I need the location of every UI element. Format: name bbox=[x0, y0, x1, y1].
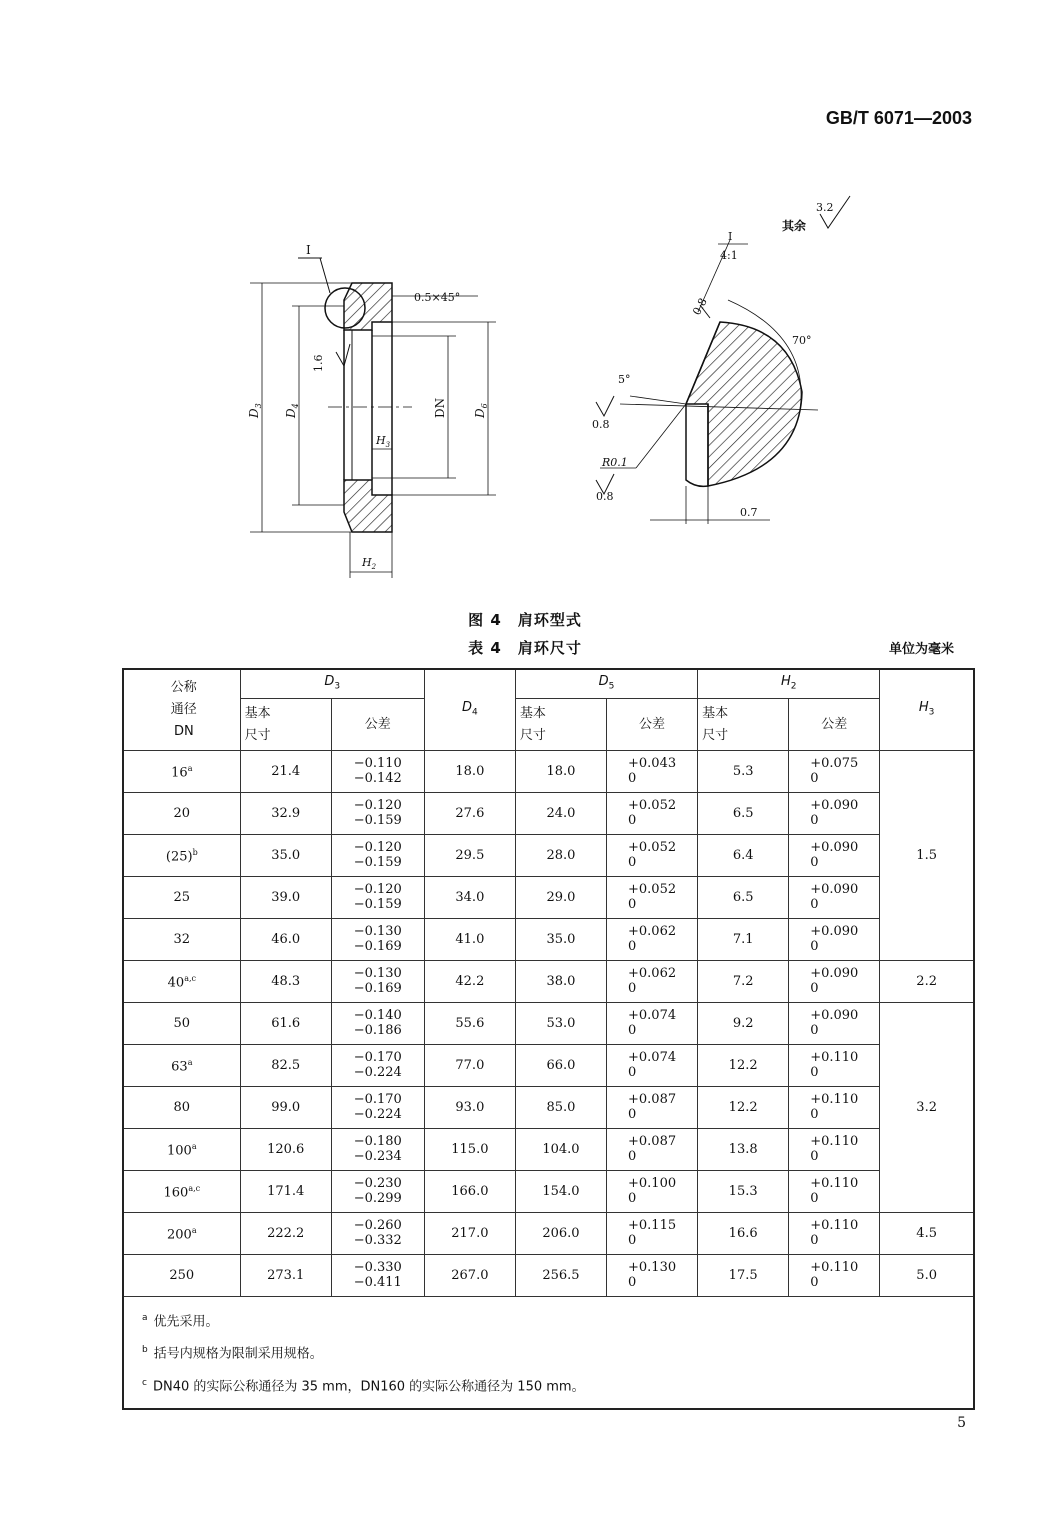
tolerance-value: +0.062 bbox=[628, 966, 677, 981]
d5-tolerance-cell bbox=[607, 751, 698, 793]
header-d3: $D_3$ bbox=[240, 669, 424, 699]
dim-d4-label: $D_4$ bbox=[284, 403, 300, 418]
tolerance-value: 0 bbox=[810, 1149, 819, 1164]
table-row bbox=[123, 1171, 974, 1213]
tolerance-value: +0.090 bbox=[810, 798, 859, 813]
h2-basic-cell: 13.8 bbox=[698, 1129, 789, 1171]
h2-tolerance-cell bbox=[789, 1087, 880, 1129]
table-notes bbox=[123, 1297, 974, 1409]
h2-tolerance-cell bbox=[789, 793, 880, 835]
radius-label: R0.1 bbox=[602, 456, 628, 469]
d3-basic-cell: 48.3 bbox=[240, 961, 331, 1003]
h2-tolerance-cell bbox=[789, 877, 880, 919]
tolerance-value: −0.120 bbox=[353, 840, 402, 855]
dn-value: 16 bbox=[171, 765, 188, 781]
tolerance-value: +0.090 bbox=[810, 882, 859, 897]
tolerance-value: 0 bbox=[628, 1149, 637, 1164]
tolerance-value: 0 bbox=[628, 855, 637, 870]
d5-tolerance-cell bbox=[607, 1045, 698, 1087]
d5-basic-cell: 38.0 bbox=[515, 961, 606, 1003]
d4-cell: 34.0 bbox=[424, 877, 515, 919]
h2-basic-cell: 6.4 bbox=[698, 835, 789, 877]
header-h2-basic: 基本 尺寸 bbox=[698, 699, 789, 751]
d3-tolerance-cell bbox=[331, 1213, 424, 1255]
tolerance-value: +0.062 bbox=[628, 924, 677, 939]
table-row bbox=[123, 1045, 974, 1087]
footnote-text: 括号内规格为限制采用规格。 bbox=[153, 1346, 323, 1362]
d3-basic-cell: 82.5 bbox=[240, 1045, 331, 1087]
dn-cell bbox=[123, 1003, 240, 1045]
header-d3-basic: 基本 尺寸 bbox=[240, 699, 331, 751]
tolerance-value: 0 bbox=[810, 855, 819, 870]
tolerance-value: −0.299 bbox=[353, 1191, 402, 1206]
tolerance-value: 0 bbox=[628, 981, 637, 996]
h2-basic-cell: 6.5 bbox=[698, 793, 789, 835]
table-row bbox=[123, 1003, 974, 1045]
d5-basic-cell: 53.0 bbox=[515, 1003, 606, 1045]
tolerance-value: 0 bbox=[810, 1107, 819, 1122]
dn-value: 200 bbox=[167, 1227, 192, 1243]
d3-tolerance-cell bbox=[331, 919, 424, 961]
dim-h3-label: $H_3$ bbox=[376, 434, 391, 449]
d5-tolerance-cell bbox=[607, 1087, 698, 1129]
tolerance-value: −0.159 bbox=[353, 813, 402, 828]
d4-cell: 41.0 bbox=[424, 919, 515, 961]
d3-basic-cell: 32.9 bbox=[240, 793, 331, 835]
tolerance-value: −0.260 bbox=[353, 1218, 402, 1233]
d5-basic-cell: 18.0 bbox=[515, 751, 606, 793]
tolerance-value: +0.052 bbox=[628, 882, 677, 897]
right-detail-view bbox=[596, 196, 850, 524]
d5-basic-cell: 24.0 bbox=[515, 793, 606, 835]
tolerance-value: 0 bbox=[628, 1023, 637, 1038]
dim-dn-label: DN bbox=[433, 397, 447, 418]
header-d4: $D_4$ bbox=[424, 669, 515, 751]
d4-cell: 93.0 bbox=[424, 1087, 515, 1129]
d3-tolerance-cell bbox=[331, 1045, 424, 1087]
tolerance-value: 0 bbox=[628, 1191, 637, 1206]
h2-tolerance-cell bbox=[789, 1255, 880, 1297]
tolerance-value: 0 bbox=[628, 771, 637, 786]
unit-label: 单位为毫米 bbox=[888, 642, 954, 657]
d3-basic-cell: 39.0 bbox=[240, 877, 331, 919]
d5-tolerance-cell bbox=[607, 1213, 698, 1255]
d3-tolerance-cell bbox=[331, 1255, 424, 1297]
page-number: 5 bbox=[957, 1415, 966, 1431]
footnote bbox=[142, 1304, 955, 1336]
dn-value: (25) bbox=[165, 849, 193, 865]
d5-basic-cell: 28.0 bbox=[515, 835, 606, 877]
dn-cell bbox=[123, 1129, 240, 1171]
dim-d3-label: $D_3$ bbox=[247, 403, 263, 418]
dn-value: 32 bbox=[173, 931, 191, 947]
table-notes-row bbox=[123, 1297, 974, 1409]
tolerance-value: −0.120 bbox=[353, 882, 402, 897]
chamfer-label: 0.5×45° bbox=[414, 291, 461, 304]
dn-cell bbox=[123, 1045, 240, 1087]
h2-tolerance-cell bbox=[789, 1129, 880, 1171]
d5-tolerance-cell bbox=[607, 793, 698, 835]
tolerance-value: 0 bbox=[810, 897, 819, 912]
tolerance-value: +0.110 bbox=[810, 1218, 859, 1233]
d5-tolerance-cell bbox=[607, 1171, 698, 1213]
tolerance-value: −0.169 bbox=[353, 939, 402, 954]
dn-cell bbox=[123, 1255, 240, 1297]
dn-cell bbox=[123, 793, 240, 835]
footnote-mark: a bbox=[187, 764, 193, 774]
tolerance-value: +0.090 bbox=[810, 966, 859, 981]
d4-cell: 77.0 bbox=[424, 1045, 515, 1087]
tolerance-value: +0.115 bbox=[628, 1218, 677, 1233]
d5-tolerance-cell bbox=[607, 877, 698, 919]
tolerance-value: −0.411 bbox=[353, 1275, 402, 1290]
tolerance-value: −0.186 bbox=[353, 1023, 402, 1038]
table-row bbox=[123, 1213, 974, 1255]
table-row bbox=[123, 793, 974, 835]
footnote-mark: a bbox=[191, 1226, 197, 1236]
footnote-mark: a,c bbox=[184, 974, 196, 984]
d3-basic-cell: 222.2 bbox=[240, 1213, 331, 1255]
footnote bbox=[142, 1369, 955, 1401]
footnote-mark: a bbox=[191, 1142, 197, 1152]
tolerance-value: 0 bbox=[810, 1191, 819, 1206]
footnote bbox=[142, 1336, 955, 1368]
table-row bbox=[123, 1087, 974, 1129]
header-h2-tol: 公差 bbox=[789, 699, 880, 751]
detail-label-right: I bbox=[728, 230, 733, 243]
tolerance-value: −0.230 bbox=[353, 1176, 402, 1191]
h2-tolerance-cell bbox=[789, 751, 880, 793]
tolerance-value: 0 bbox=[628, 813, 637, 828]
tolerance-value: +0.074 bbox=[628, 1008, 677, 1023]
footnote-mark: b bbox=[192, 848, 198, 858]
figure-caption: 图 4 肩环型式 bbox=[468, 611, 582, 629]
header-d5: $D_5$ bbox=[515, 669, 697, 699]
dn-value: 25 bbox=[173, 889, 191, 905]
d5-tolerance-cell bbox=[607, 835, 698, 877]
tolerance-value: −0.330 bbox=[353, 1260, 402, 1275]
d5-basic-cell: 85.0 bbox=[515, 1087, 606, 1129]
dn-cell bbox=[123, 961, 240, 1003]
d3-tolerance-cell bbox=[331, 961, 424, 1003]
header-h3: $H_3$ bbox=[880, 669, 974, 751]
d5-basic-cell: 154.0 bbox=[515, 1171, 606, 1213]
d3-tolerance-cell bbox=[331, 835, 424, 877]
dn-cell bbox=[123, 1171, 240, 1213]
tolerance-value: +0.110 bbox=[810, 1092, 859, 1107]
d3-basic-cell: 171.4 bbox=[240, 1171, 331, 1213]
tolerance-value: −0.140 bbox=[353, 1008, 402, 1023]
table-body bbox=[123, 751, 974, 1297]
d5-tolerance-cell bbox=[607, 961, 698, 1003]
d4-cell: 55.6 bbox=[424, 1003, 515, 1045]
roughness-08-left: 0.8 bbox=[592, 418, 610, 431]
shoulder-ring-dimension-table bbox=[122, 668, 975, 1410]
tolerance-value: −0.332 bbox=[353, 1233, 402, 1248]
tolerance-value: −0.110 bbox=[353, 756, 402, 771]
tolerance-value: +0.090 bbox=[810, 840, 859, 855]
dn-cell bbox=[123, 1087, 240, 1129]
tolerance-value: +0.110 bbox=[810, 1260, 859, 1275]
dim-d6-label: $D_6$ bbox=[473, 403, 489, 418]
h3-cell: 3.2 bbox=[880, 1003, 974, 1213]
d5-basic-cell: 104.0 bbox=[515, 1129, 606, 1171]
table-row bbox=[123, 961, 974, 1003]
tolerance-value: 0 bbox=[628, 1107, 637, 1122]
tolerance-value: −0.224 bbox=[353, 1065, 402, 1080]
table-row bbox=[123, 751, 974, 793]
d4-cell: 27.6 bbox=[424, 793, 515, 835]
header-d5-tol: 公差 bbox=[607, 699, 698, 751]
tolerance-value: +0.130 bbox=[628, 1260, 677, 1275]
h3-cell: 2.2 bbox=[880, 961, 974, 1003]
d3-tolerance-cell bbox=[331, 1003, 424, 1045]
roughness-08-top: 0.8 bbox=[690, 295, 710, 318]
tolerance-value: −0.169 bbox=[353, 981, 402, 996]
d3-tolerance-cell bbox=[331, 877, 424, 919]
tolerance-value: +0.052 bbox=[628, 798, 677, 813]
footnote-mark: a bbox=[142, 1313, 148, 1323]
d4-cell: 267.0 bbox=[424, 1255, 515, 1297]
header-d5-basic: 基本 尺寸 bbox=[515, 699, 606, 751]
dn-value: 63 bbox=[171, 1059, 188, 1075]
tolerance-value: −0.224 bbox=[353, 1107, 402, 1122]
h3-cell: 4.5 bbox=[880, 1213, 974, 1255]
h2-tolerance-cell bbox=[789, 919, 880, 961]
detail-label-left: I bbox=[306, 243, 311, 257]
dn-cell bbox=[123, 1213, 240, 1255]
h2-basic-cell: 12.2 bbox=[698, 1045, 789, 1087]
h3-cell: 5.0 bbox=[880, 1255, 974, 1297]
tolerance-value: 0 bbox=[810, 981, 819, 996]
h2-tolerance-cell bbox=[789, 961, 880, 1003]
table-caption: 表 4 肩环尺寸 bbox=[468, 639, 582, 657]
h2-basic-cell: 12.2 bbox=[698, 1087, 789, 1129]
tolerance-value: −0.170 bbox=[353, 1050, 402, 1065]
dn-cell bbox=[123, 919, 240, 961]
footnote-mark: a,c bbox=[188, 1184, 201, 1194]
d3-basic-cell: 99.0 bbox=[240, 1087, 331, 1129]
d5-basic-cell: 29.0 bbox=[515, 877, 606, 919]
detail-scale: 4:1 bbox=[720, 249, 738, 262]
tolerance-value: −0.120 bbox=[353, 798, 402, 813]
tolerance-value: −0.159 bbox=[353, 897, 402, 912]
width-07-label: 0.7 bbox=[740, 506, 758, 519]
tolerance-value: +0.052 bbox=[628, 840, 677, 855]
tolerance-value: 0 bbox=[810, 939, 819, 954]
d5-basic-cell: 256.5 bbox=[515, 1255, 606, 1297]
dn-cell bbox=[123, 877, 240, 919]
d5-basic-cell: 206.0 bbox=[515, 1213, 606, 1255]
h3-cell: 1.5 bbox=[880, 751, 974, 961]
tolerance-value: +0.090 bbox=[810, 924, 859, 939]
footnote-mark: a bbox=[187, 1058, 193, 1068]
d4-cell: 166.0 bbox=[424, 1171, 515, 1213]
tolerance-value: 0 bbox=[810, 1023, 819, 1038]
d3-basic-cell: 273.1 bbox=[240, 1255, 331, 1297]
tolerance-value: −0.142 bbox=[353, 771, 402, 786]
tolerance-value: −0.170 bbox=[353, 1092, 402, 1107]
h2-tolerance-cell bbox=[789, 1213, 880, 1255]
header-h2: $H_2$ bbox=[698, 669, 880, 699]
roughness-08-bottom: 0.8 bbox=[596, 490, 614, 503]
rest-roughness-label: 其余 bbox=[782, 219, 807, 233]
dn-value: 100 bbox=[167, 1143, 192, 1159]
d3-tolerance-cell bbox=[331, 793, 424, 835]
d3-tolerance-cell bbox=[331, 1087, 424, 1129]
footnote-text: 优先采用。 bbox=[153, 1314, 219, 1330]
h2-tolerance-cell bbox=[789, 835, 880, 877]
tolerance-value: 0 bbox=[628, 1275, 637, 1290]
tolerance-value: 0 bbox=[810, 771, 819, 786]
tolerance-value: +0.110 bbox=[810, 1134, 859, 1149]
dn-value: 20 bbox=[173, 805, 191, 821]
h2-basic-cell: 9.2 bbox=[698, 1003, 789, 1045]
footnote-mark: b bbox=[142, 1345, 148, 1356]
header-d3-tol: 公差 bbox=[331, 699, 424, 751]
d5-basic-cell: 35.0 bbox=[515, 919, 606, 961]
dn-value: 250 bbox=[169, 1267, 195, 1283]
d3-basic-cell: 120.6 bbox=[240, 1129, 331, 1171]
d3-tolerance-cell bbox=[331, 1171, 424, 1213]
table-row bbox=[123, 1255, 974, 1297]
d5-tolerance-cell bbox=[607, 1129, 698, 1171]
figure-4-drawing bbox=[0, 0, 1050, 600]
tolerance-value: +0.090 bbox=[810, 1008, 859, 1023]
dn-value: 80 bbox=[173, 1099, 191, 1115]
tolerance-value: 0 bbox=[810, 1233, 819, 1248]
tolerance-value: +0.043 bbox=[628, 756, 677, 771]
dn-value: 40 bbox=[167, 975, 185, 991]
tolerance-value: +0.087 bbox=[628, 1134, 677, 1149]
tolerance-value: +0.087 bbox=[628, 1092, 677, 1107]
tolerance-value: −0.159 bbox=[353, 855, 402, 870]
roughness-label-left: 1.6 bbox=[312, 354, 325, 372]
tolerance-value: −0.234 bbox=[353, 1149, 402, 1164]
tolerance-value: +0.074 bbox=[628, 1050, 677, 1065]
tolerance-value: −0.130 bbox=[353, 924, 402, 939]
d3-tolerance-cell bbox=[331, 751, 424, 793]
h2-tolerance-cell bbox=[789, 1171, 880, 1213]
dn-value: 160 bbox=[163, 1185, 189, 1201]
d5-tolerance-cell bbox=[607, 919, 698, 961]
d4-cell: 217.0 bbox=[424, 1213, 515, 1255]
d5-tolerance-cell bbox=[607, 1003, 698, 1045]
d3-basic-cell: 61.6 bbox=[240, 1003, 331, 1045]
tolerance-value: 0 bbox=[628, 939, 637, 954]
tolerance-value: 0 bbox=[810, 813, 819, 828]
angle-5-label: 5° bbox=[618, 373, 631, 386]
h2-basic-cell: 6.5 bbox=[698, 877, 789, 919]
rest-roughness-value: 3.2 bbox=[816, 201, 834, 214]
tolerance-value: +0.110 bbox=[810, 1050, 859, 1065]
d4-cell: 115.0 bbox=[424, 1129, 515, 1171]
d4-cell: 29.5 bbox=[424, 835, 515, 877]
tolerance-value: +0.075 bbox=[810, 756, 859, 771]
dn-cell bbox=[123, 835, 240, 877]
d5-tolerance-cell bbox=[607, 1255, 698, 1297]
tolerance-value: 0 bbox=[810, 1065, 819, 1080]
h2-tolerance-cell bbox=[789, 1045, 880, 1087]
tolerance-value: 0 bbox=[628, 1233, 637, 1248]
d4-cell: 42.2 bbox=[424, 961, 515, 1003]
tolerance-value: 0 bbox=[628, 1065, 637, 1080]
tolerance-value: 0 bbox=[810, 1275, 819, 1290]
h2-basic-cell: 17.5 bbox=[698, 1255, 789, 1297]
table-row bbox=[123, 919, 974, 961]
standard-code: GB/T 6071—2003 bbox=[825, 108, 972, 128]
d3-basic-cell: 21.4 bbox=[240, 751, 331, 793]
h2-basic-cell: 5.3 bbox=[698, 751, 789, 793]
tolerance-value: 0 bbox=[628, 897, 637, 912]
table-row bbox=[123, 877, 974, 919]
d4-cell: 18.0 bbox=[424, 751, 515, 793]
h2-basic-cell: 7.1 bbox=[698, 919, 789, 961]
tolerance-value: −0.180 bbox=[353, 1134, 402, 1149]
h2-tolerance-cell bbox=[789, 1003, 880, 1045]
table-row bbox=[123, 835, 974, 877]
table-row bbox=[123, 1129, 974, 1171]
d3-basic-cell: 35.0 bbox=[240, 835, 331, 877]
dim-h2-label: $H_2$ bbox=[362, 556, 377, 571]
footnote-text: DN40 的实际公称通径为 35 mm，DN160 的实际公称通径为 150 mm。 bbox=[152, 1378, 585, 1394]
d3-tolerance-cell bbox=[331, 1129, 424, 1171]
d3-basic-cell: 46.0 bbox=[240, 919, 331, 961]
dn-cell bbox=[123, 751, 240, 793]
header-dn: 公称 通径 DN bbox=[123, 669, 240, 751]
h2-basic-cell: 15.3 bbox=[698, 1171, 789, 1213]
h2-basic-cell: 7.2 bbox=[698, 961, 789, 1003]
dn-value: 50 bbox=[173, 1015, 191, 1031]
footnote-mark: c bbox=[142, 1377, 147, 1388]
h2-basic-cell: 16.6 bbox=[698, 1213, 789, 1255]
tolerance-value: +0.100 bbox=[628, 1176, 677, 1191]
tolerance-value: −0.130 bbox=[353, 966, 402, 981]
d5-basic-cell: 66.0 bbox=[515, 1045, 606, 1087]
tolerance-value: +0.110 bbox=[810, 1176, 859, 1191]
angle-70-label: 70° bbox=[792, 334, 812, 347]
